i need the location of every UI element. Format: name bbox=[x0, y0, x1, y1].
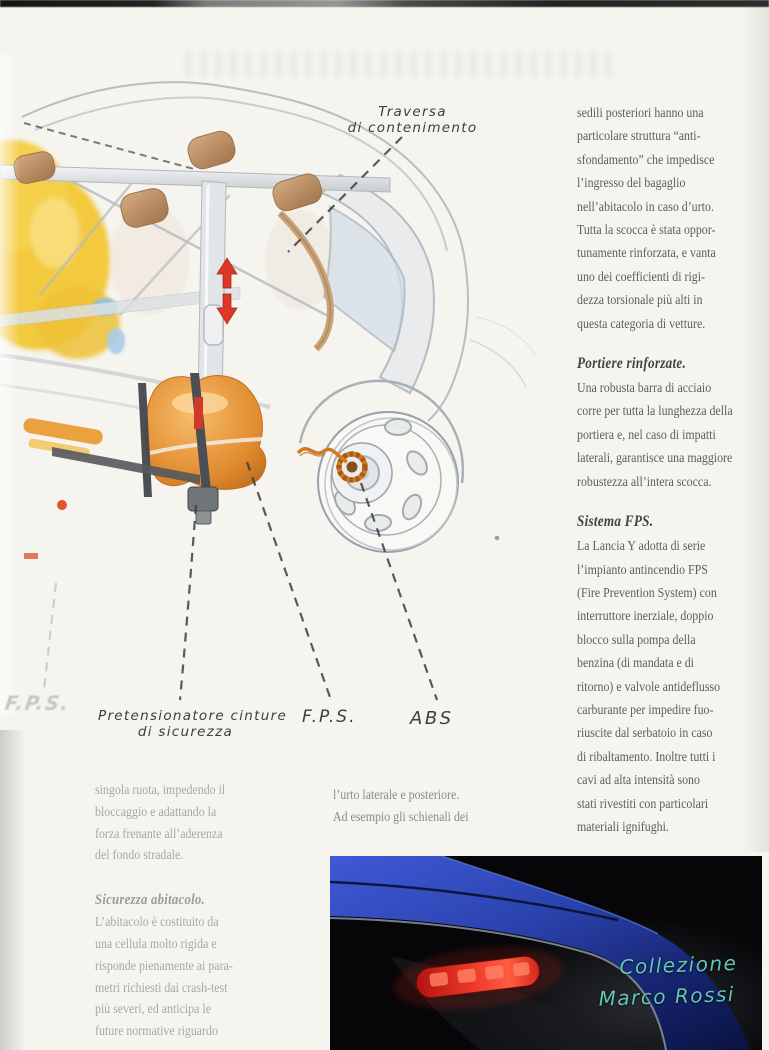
paragraph-scocca: sedili posteriori hanno una particolare struttura “anti- sfondamento” che impedisce l’ingresso del bagaglio nell’abitacolo in caso d’urto. Tutta la scocca è stata oppor- tunamente rinforzata, e vanta uno dei coefficienti di rigi- dezza torsionale più alti in questa categoria di vetture. bbox=[577, 106, 716, 332]
right-text-column bbox=[577, 102, 756, 839]
paragraph-abitacolo: L’abitacolo è costituito da una cellula molto rigida e risponde pienamente ai para- metri richiesti dai crash-test più severi, ed anticipa le future normative riguardo bbox=[95, 915, 233, 1040]
paragraph-frenata: singola ruota, impedendo il bloccaggio e adattando la forza frenante all’aderenza del fondo stradale. bbox=[95, 783, 226, 864]
heading-sicurezza-abitacolo: Sicurezza abitacolo. bbox=[95, 892, 205, 909]
paper-speck bbox=[495, 536, 500, 541]
label-pretensionatore-cinture: Pretensionatore cinture di sicurezza bbox=[98, 708, 288, 740]
paragraph-portiere: Una robusta barra di acciaio corre per tutta la lunghezza della portiera e, nel caso di impatti laterali, garantisce una maggiore robustezza all’intera scocca. bbox=[577, 381, 733, 490]
scan-left-smear bbox=[0, 55, 20, 715]
collection-watermark: Collezione Marco Rossi bbox=[598, 950, 738, 1011]
car-cutaway-illustration bbox=[0, 55, 540, 715]
left-detail-parts bbox=[20, 417, 104, 559]
bottom-middle-text-column: l’urto laterale e posteriore. Ad esempio gli schienali dei bbox=[333, 788, 469, 826]
front-wheel bbox=[298, 381, 463, 552]
label-fps-faded: F.P.S. bbox=[3, 693, 72, 715]
bottom-left-text-column bbox=[95, 780, 265, 1043]
label-fps: F.P.S. bbox=[302, 707, 357, 727]
heading-portiere-rinforzate: Portiere rinforzate. bbox=[577, 355, 687, 373]
heading-sistema-fps: Sistema FPS. bbox=[577, 513, 654, 531]
page-left-shadow bbox=[0, 730, 26, 1050]
paragraph-sistema-fps: La Lancia Y adotta di serie l’impianto antincendio FPS (Fire Prevention System) con interruttore inerziale, doppio blocco sulla pompa della benzina (di mandata e di ritorno) e valvole antideflusso carburante per impedire fuo- riuscite dal serbatoio in caso di ribaltamento. Inoltre tutti i cavi ad alta intensità sono stati rivestiti con particolari materiali ignifughi. bbox=[577, 539, 721, 835]
label-abs: ABS bbox=[410, 708, 454, 729]
scan-edge-strip bbox=[0, 0, 769, 7]
label-traversa-di-contenimento: Traversa di contenimento bbox=[347, 104, 478, 136]
